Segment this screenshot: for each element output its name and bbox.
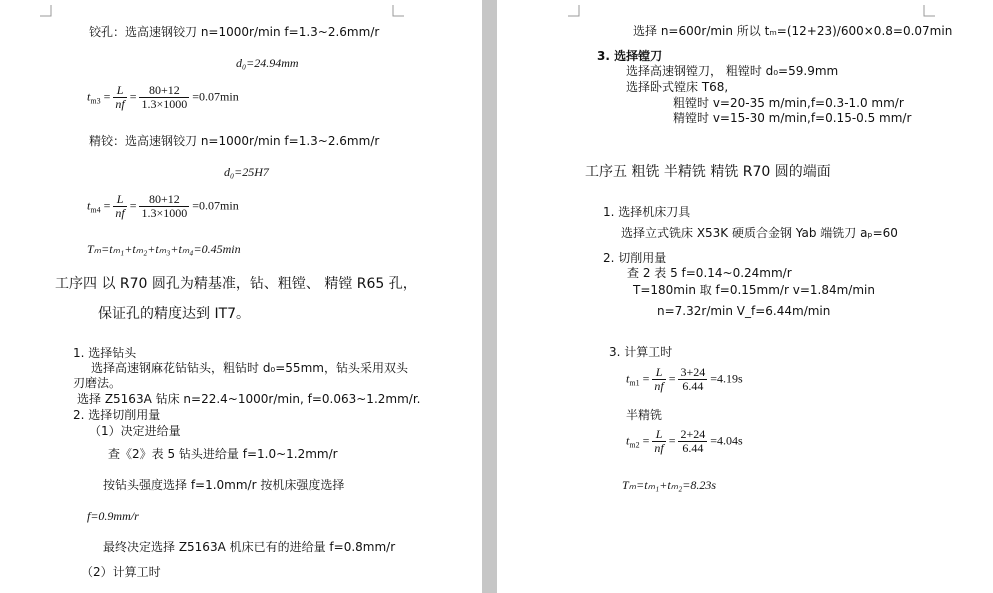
- crop-mark-top-left: [568, 5, 580, 17]
- step-3-heading: 3. 选择镗刀: [597, 49, 663, 63]
- step-2-1-text-d: 最终决定选择 Z5163A 机床已有的进给量 f=0.8mm/r: [103, 540, 396, 554]
- p3-heading: 3. 计算工时: [609, 345, 673, 359]
- step-1-text-a: 选择高速钢麻花钻钻头，粗钻时 d₀=55mm，钻头采用双头: [91, 361, 408, 375]
- step-3-text-b: 选择卧式镗床 T68,: [626, 80, 729, 94]
- d0-fine: d₀=25H7: [224, 165, 269, 179]
- step-1-text-b: 刃磨法。: [73, 376, 122, 390]
- crop-mark-top-right: [923, 5, 935, 17]
- p2-text-c: n=7.32r/min V_f=6.44m/min: [657, 304, 831, 318]
- Tm-total: Tₘ=tₘ₁+tₘ₂=8.23s: [622, 478, 717, 492]
- ream-rough-line: 铰孔：选高速钢铰刀 n=1000r/min f=1.3~2.6mm/r: [89, 25, 380, 39]
- crop-mark-top-left: [40, 5, 52, 17]
- document-page-right: [497, 0, 993, 593]
- document-page-left: [0, 0, 482, 593]
- semi-finish-label: 半精铣: [626, 408, 663, 422]
- step-2-2-heading: （2）计算工时: [81, 565, 161, 579]
- step-2-1-text-c: f=0.9mm/r: [87, 509, 139, 523]
- p1-heading: 1. 选择机床刀具: [603, 205, 691, 219]
- tm3-equation: $t_{m3}$ = $\frac{L}{nf}$ = $\frac{80+12}{1.3\times 1000}$ =0.07min: [87, 83, 239, 111]
- p2-heading: 2. 切削用量: [603, 251, 667, 265]
- step-3-text-a: 选择高速钢镗刀， 粗镗时 d₀=59.9mm: [626, 64, 839, 78]
- speed-selection-line: 选择 n=600r/min 所以 tₘ=(12+23)/600×0.8=0.07min: [633, 24, 953, 38]
- step-2-1-heading: （1）决定进给量: [89, 424, 181, 438]
- crop-mark-top-right: [392, 5, 404, 17]
- Tm-sum: Tₘ=tₘ₁+tₘ₂+tₘ₃+tₘ₄=0.45min: [87, 242, 241, 256]
- step-2-1-text-a: 查《2》表 5 钻头进给量 f=1.0~1.2mm/r: [108, 447, 338, 461]
- p2-text-b: T=180min 取 f=0.15mm/r v=1.84m/min: [633, 283, 875, 297]
- ream-fine-line: 精铰：选高速钢铰刀 n=1000r/min f=1.3~2.6mm/r: [89, 134, 380, 148]
- tm2-equation: $t_{m2}$ = $\frac{L}{nf}$ = $\frac{2+24}{6.44}$ =4.04s: [626, 427, 743, 455]
- tm4-equation: $t_{m4}$ = $\frac{L}{nf}$ = $\frac{80+12}{1.3\times 1000}$ =0.07min: [87, 192, 239, 220]
- step-1-heading: 1. 选择钻头: [73, 346, 137, 360]
- step-2-heading: 2. 选择切削用量: [73, 408, 161, 422]
- step-1-text-c: 选择 Z5163A 钻床 n=22.4~1000r/min, f=0.063~1.2mm/r.: [77, 392, 421, 406]
- p2-text-a: 查 2 表 5 f=0.14~0.24mm/r: [627, 266, 792, 280]
- d0-rough: d₀=24.94mm: [236, 56, 299, 70]
- process-4-title-line1: 工序四 以 R70 圆孔为精基准，钻、粗镗、 精镗 R65 孔，: [55, 276, 417, 292]
- tm1-equation: $t_{m1}$ = $\frac{L}{nf}$ = $\frac{3+24}{6.44}$ =4.19s: [626, 365, 743, 393]
- step-3-text-c: 粗镗时 v=20-35 m/min,f=0.3-1.0 mm/r: [673, 96, 904, 110]
- page-gutter: [482, 0, 497, 593]
- step-2-1-text-b: 按钻头强度选择 f=1.0mm/r 按机床强度选择: [103, 478, 345, 492]
- process-4-title-line2: 保证孔的精度达到 IT7。: [98, 306, 251, 322]
- process-5-title: 工序五 粗铣 半精铣 精铣 R70 圆的端面: [585, 164, 831, 180]
- step-3-text-d: 精镗时 v=15-30 m/min,f=0.15-0.5 mm/r: [673, 111, 912, 125]
- p1-text: 选择立式铣床 X53K 硬质合金钢 Yab 端铣刀 aₚ=60: [621, 226, 898, 240]
